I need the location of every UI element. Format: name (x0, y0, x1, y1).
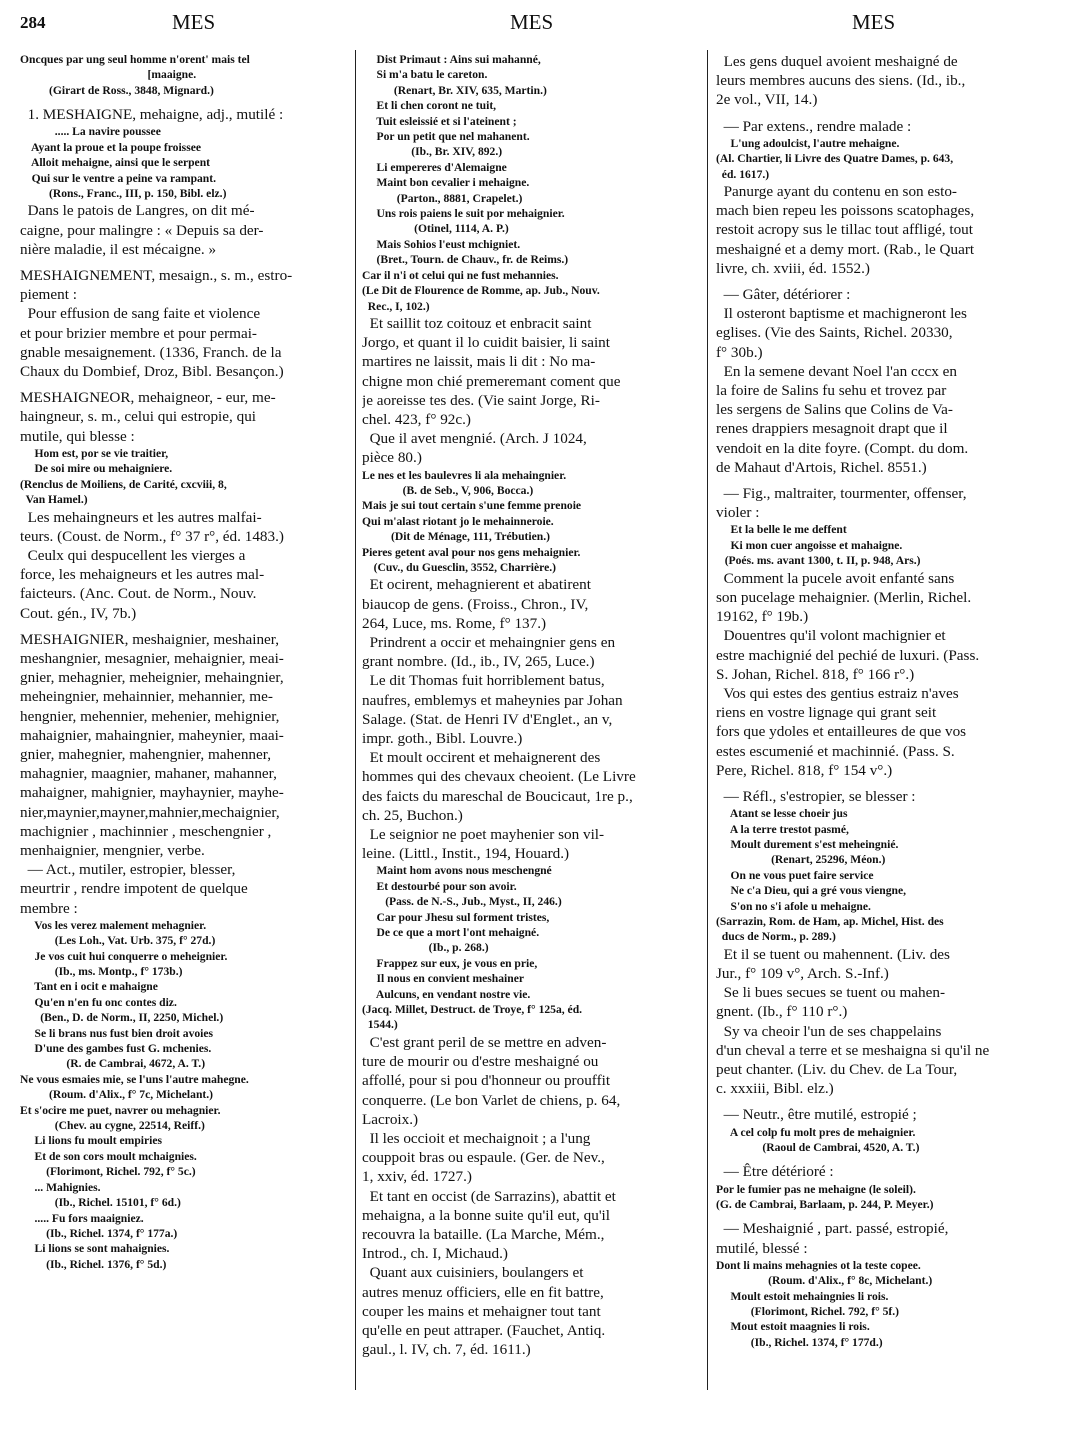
text-line: estes escumenié et machinnié. (Pass. S. (716, 742, 955, 760)
text-line: leine. (Littl., Instit., 194, Houard.) (362, 845, 570, 863)
citation-line: (Chev. au cygne, 22514, Reiff.) (20, 1119, 205, 1133)
text-line: 1. MESHAIGNE, mehaigne, adj., mutilé : (20, 106, 284, 124)
citation-line: (Florimont, Richel. 792, f° 5f.) (716, 1305, 900, 1319)
column-left (20, 52, 348, 1272)
text-line: les sergens de Salins que Colins de Va- (716, 401, 953, 419)
citation-line: Aulcuns, en vendant nostre vie. (362, 987, 531, 1001)
text-line: Le dit Thomas fuit horriblement batus, (362, 672, 605, 690)
text-line: — Neutr., être mutilé, estropié ; (716, 1106, 917, 1124)
citation-line: (Roum. d'Alix., f° 8c, Michelant.) (716, 1274, 933, 1288)
text-line: conquerre. (Le bon Varlet de chiens, p. 64, (362, 1091, 621, 1109)
text-line: Introd., ch. I, Michaud.) (362, 1245, 508, 1263)
citation-line: éd. 1617.) (716, 167, 770, 181)
citation-line: ... Mahignies. (20, 1180, 101, 1194)
text-line: meheingnier, mehainnier, mehannier, me- (20, 688, 273, 706)
citation-line: L'ung adoulcist, l'autre mehaigne. (716, 136, 900, 150)
text-line: 19162, f° 19b.) (716, 608, 809, 626)
text-line: meurtrir , rendre impotent de quelque (20, 880, 248, 898)
text-line: fors que ydoles et entailleures de que vos (716, 723, 967, 741)
citation-line: (Ib., ms. Montp., f° 173b.) (20, 965, 183, 978)
text-line: Se li bues secues se tuent ou mahen- (716, 984, 946, 1002)
citation-line: (Renclus de Moiliens, de Carité, cxcviii, 8, (20, 477, 227, 491)
citation-line: (Le Dit de Flourence de Romme, ap. Jub., Nouv. (362, 284, 600, 298)
citation-line: 1544.) (362, 1018, 398, 1032)
entry-gap (20, 259, 348, 266)
citation-line: (Renart, 25296, Méon.) (716, 853, 886, 867)
citation-line: Mais Sohios l'eust mchigniet. (362, 237, 521, 251)
citation-line: Dont li mains mehagnies ot la teste copee. (716, 1258, 921, 1272)
text-line: d'un cheval a terre et se meshaigna si qu'il ne (716, 1041, 990, 1059)
citation-line: (Jacq. Millet, Destruct. de Troye, f° 125a, éd. (362, 1003, 583, 1017)
citation-line: Qu'en n'en fu onc contes diz. (20, 995, 177, 1009)
text-line: martires ne laissit, mais li dit : No ma- (362, 353, 596, 371)
citation-line: (Roum. d'Alix., f° 7c, Michelant.) (20, 1088, 214, 1102)
citation-line: ..... La navire poussee (20, 125, 161, 139)
text-line: grant nombre. (Id., ib., IV, 265, Luce.) (362, 653, 595, 671)
citation-line: (Poés. ms. avant 1300, t. II, p. 948, Ars.) (716, 554, 921, 568)
text-line: livre, ch. xviii, éd. 1552.) (716, 259, 870, 277)
text-line: recouvra la bataille. (La Marche, Mém., (362, 1225, 605, 1243)
text-line: affollé, pour si pou d'honneur ou prouffit (362, 1072, 611, 1090)
citation-line: Li lions fu moult empiries (20, 1134, 163, 1148)
citation-line: Car pour Jhesu sul forment tristes, (362, 910, 550, 924)
text-line: restoit acropy sus le tillac tout affligé, tout (716, 221, 974, 239)
text-line: Cout. gén., IV, 7b.) (20, 604, 137, 622)
text-line: Et saillit toz coitouz et enbracit saint (362, 314, 592, 332)
text-line: mehaigna, a la bonne suite qu'il eut, qu'il (362, 1206, 610, 1224)
text-line: Les mehaingneurs et les autres malfai- (20, 508, 262, 526)
text-line: faicteurs. (Anc. Cout. de Norm., Nouv. (20, 585, 257, 603)
text-line: piement : (20, 286, 77, 304)
text-line: Que il avet mengnié. (Arch. J 1024, (362, 430, 587, 448)
citation-line: On ne vous puet faire service (716, 868, 874, 882)
citation-line: (Dit de Ménage, 111, Trébutien.) (362, 530, 550, 544)
citation-line: Li lions se sont mahaignies. (20, 1242, 170, 1256)
citation-line: (Ib., p. 268.) (362, 941, 489, 955)
text-line: chigne mon chié premeremant coment que (362, 372, 621, 390)
text-line: — Être détérioré : (716, 1163, 834, 1181)
citation-line: Pieres getent aval pour nos gens mehaignier. (362, 545, 581, 559)
text-line: Il les occioit et mechaignoit ; a l'ung (362, 1129, 591, 1147)
text-line: — Par extens., rendre malade : (716, 117, 912, 135)
text-line: Prindrent a occir et mehaingnier gens en (362, 633, 616, 651)
citation-line: Moult durement s'est meheingnié. (716, 837, 899, 851)
text-line: hommes qui des chevaux cheoient. (Le Livre (362, 768, 636, 786)
citation-line: (Al. Chartier, li Livre des Quatre Dames, p. 643, (716, 152, 954, 166)
text-line: Vos qui estes des gentius estraiz n'aves (716, 684, 959, 702)
text-line: meshangnier, mesagnier, mehaignier, meai- (20, 649, 284, 667)
citation-line: (Ib., Br. XIV, 892.) (362, 145, 503, 159)
text-line: violer : (716, 504, 760, 522)
entry-gap (20, 623, 348, 630)
citation-line: (Ben., D. de Norm., II, 2250, Michel.) (20, 1011, 224, 1025)
citation-line: Oncques par ung seul homme n'orent' mais tel (20, 53, 250, 66)
text-line: — Fig., maltraiter, tourmenter, offenser, (716, 485, 967, 503)
text-line: 264, Luce, ms. Rome, f° 137.) (362, 614, 547, 632)
text-line: MESHAIGNEOR, mehaigneor, - eur, me- (20, 389, 276, 407)
text-line: force, les mehaigneurs et les autres mal- (20, 566, 265, 584)
text-line: En la semene devant Noel l'an cccx en (716, 362, 957, 380)
column-rule-2 (707, 50, 708, 1390)
citation-line: Il nous en convient meshainer (362, 972, 525, 986)
text-line: eglises. (Vie des Saints, Richel. 20330, (716, 324, 953, 342)
citation-line: Atant se lesse choeir jus (716, 807, 848, 821)
text-line: pièce 80.) (362, 449, 422, 467)
citation-line: De ce que a mort l'ont mehaigné. (362, 926, 540, 940)
text-line: C'est grant peril de se mettre en adven- (362, 1033, 607, 1051)
text-line: machignier , machinnier , meschengnier , (20, 822, 272, 840)
running-head-left: MES (172, 10, 216, 34)
text-line: Douentres qu'il volont machignier et (716, 627, 946, 645)
citation-line: (Cuv., du Guesclin, 3552, Charrière.) (362, 560, 556, 574)
citation-line: Le nes et les baulevres li ala mehaingnier. (362, 468, 567, 482)
text-line: Et ocirent, mehagnierent et abatirent (362, 576, 591, 594)
citation-line: Frappez sur eux, je vous en prie, (362, 956, 538, 970)
citation-line: A cel colp fu molt pres de mehaignier. (716, 1125, 916, 1139)
text-line: teurs. (Coust. de Norm., f° 37 r°, éd. 1483.) (20, 527, 284, 545)
text-line: mutile, qui blesse : (20, 427, 135, 445)
text-line: gnable mesaignement. (1336, Franch. de la (20, 343, 282, 361)
text-line: — Gâter, détériorer : (716, 286, 851, 304)
citation-line: (Rons., Franc., III, p. 150, Bibl. elz.) (20, 187, 227, 201)
text-line: son pucelage mehaignier. (Merlin, Richel. (716, 588, 972, 606)
text-line: Ceulx qui despucellent les vierges a (20, 546, 246, 564)
text-line: Et il se tuent ou mahennent. (Liv. des (716, 945, 950, 963)
citation-line: Maint hom avons nous meschengné (362, 864, 552, 878)
entry-gap (716, 1098, 1056, 1105)
citation-line: Por le fumier pas ne mehaigne (le soleil). (716, 1182, 916, 1196)
text-line: vendoit en la dite foyre. (Compt. du dom. (716, 439, 969, 457)
text-line: riens en vostre lignage qui grant seit (716, 704, 937, 722)
citation-line: Li empereres d'Alemaigne (362, 160, 507, 174)
citation-line: Van Hamel.) (20, 493, 88, 507)
text-line: Les gens duquel avoient meshaigné de (716, 53, 958, 70)
citation-line: Tuit esleissié et si l'ateinent ; (362, 114, 517, 128)
citation-line: [maaigne. (20, 68, 197, 82)
text-line: mahaignier, mahaingnier, maheynier, maai- (20, 726, 284, 744)
entry-gap (716, 1212, 1056, 1219)
text-line: Pere, Richel. 818, f° 154 v°.) (716, 761, 893, 779)
entry-gap (716, 278, 1056, 285)
column-right (716, 52, 1056, 1350)
text-line: membre : (20, 899, 78, 917)
text-line: Et tant en occist (de Sarrazins), abattit et (362, 1187, 616, 1205)
text-line: nière maladie, il est mécaigne. » (20, 240, 217, 258)
text-line: couppoit bras ou espaule. (Ger. de Nev., (362, 1149, 605, 1167)
text-line: Panurge ayant du contenu en son esto- (716, 183, 957, 201)
entry-gap (20, 98, 348, 105)
citation-line: De soi mire ou mehaigniere. (20, 462, 173, 476)
text-line: estre machignié del pechié de luxuri. (Pass. (716, 646, 980, 664)
text-line: peut chanter. (Liv. du Chev. de La Tour, (716, 1061, 958, 1079)
citation-line: (Bret., Tourn. de Chauv., fr. de Reims.) (362, 253, 569, 267)
citation-line: Moult estoit mehaingnies li rois. (716, 1289, 889, 1303)
text-line: chel. 423, f° 92c.) (362, 410, 471, 428)
text-line: Comment la pucele avoit enfanté sans (716, 569, 955, 587)
citation-line: Uns rois paiens le suit por mehaignier. (362, 207, 565, 221)
citation-line: Hom est, por se vie traitier, (20, 446, 169, 460)
text-line: Et moult occirent et mehaignerent des (362, 749, 601, 767)
text-line: ch. 25, Buchon.) (362, 806, 463, 824)
text-line: gnier, mehagnier, meheignier, mehaingnier, (20, 669, 284, 687)
citation-line: Alloit mehaigne, ainsi que le serpent (20, 156, 211, 170)
citation-line: (Pass. de N.-S., Jub., Myst., II, 246.) (362, 895, 562, 909)
citation-line: (G. de Cambrai, Barlaam, p. 244, P. Meyer.) (716, 1198, 934, 1212)
citation-line: Si m'a batu le careton. (362, 68, 488, 82)
citation-line: S'on no s'i afole u mehaigne. (716, 899, 871, 913)
text-line: MESHAIGNEMENT, mesaign., s. m., estro- (20, 267, 293, 285)
entry-gap (716, 110, 1056, 117)
citation-line: (Ib., Richel. 15101, f° 6d.) (20, 1196, 181, 1210)
text-line: mutilé, blessé : (716, 1239, 808, 1257)
text-line: S. Johan, Richel. 818, f° 166 r°.) (716, 665, 915, 683)
citation-line: (Raoul de Cambrai, 4520, A. T.) (716, 1141, 920, 1155)
text-line: autres menuz officiers, elle en fit battre, (362, 1283, 604, 1301)
text-line: 1, xxiv, éd. 1727.) (362, 1168, 472, 1186)
text-line: leurs membres aucuns des siens. (Id., ib., (716, 72, 966, 90)
text-line: mach bien repeu les poissons scatophages, (716, 202, 975, 220)
text-line: caigne, pour malingre : « Depuis sa der- (20, 221, 264, 239)
text-line: mahagnier, maagnier, mahaner, mahanner, (20, 765, 277, 783)
text-line: Quant aux cuisiniers, boulangers et (362, 1264, 584, 1282)
text-line: gaul., l. IV, ch. 7, éd. 1611.) (362, 1341, 531, 1359)
citation-line: Vos les verez malement mehagnier. (20, 918, 207, 932)
text-line: Dans le patois de Langres, on dit mé- (20, 202, 255, 220)
text-line: Sy va cheoir l'un de ses chappelains (716, 1022, 942, 1040)
text-line: gnier, mahegnier, mahengnier, mahenner, (20, 745, 272, 763)
entry-gap (716, 1155, 1056, 1162)
citation-line: Et li chen coront ne tuit, (362, 99, 497, 113)
column-center (362, 52, 700, 1359)
text-line: Salage. (Stat. de Henri IV d'Englet., an v, (362, 710, 613, 728)
text-line: de Mahaut d'Artois, Richel. 8551.) (716, 458, 927, 476)
citation-line: Et s'ocire me puet, navrer ou mehagnier. (20, 1103, 221, 1117)
citation-line: (Ib., Richel. 1374, f° 177a.) (20, 1226, 178, 1240)
text-line: Il osteront baptisme et machigneront les (716, 305, 967, 323)
running-head-center: MES (510, 10, 554, 34)
text-line: Jur., f° 109 v°, Arch. S.-Inf.) (716, 965, 889, 982)
entry-gap (716, 477, 1056, 484)
text-line: — Meshaignié , part. passé, estropié, (716, 1220, 949, 1238)
column-rule-1 (355, 50, 356, 1390)
page-number: 284 (20, 13, 46, 32)
citation-line: (B. de Seb., V, 906, Bocca.) (362, 483, 534, 497)
text-line: biaucop de gens. (Froiss., Chron., IV, (362, 595, 589, 613)
text-line: f° 30b.) (716, 343, 763, 361)
citation-line: (Girart de Ross., 3848, Mignard.) (20, 83, 214, 97)
citation-line: Maint bon cevalier i mehaigne. (362, 176, 530, 190)
citation-line: (Les Loh., Vat. Urb. 375, f° 27d.) (20, 934, 216, 948)
text-line: Lacroix.) (362, 1110, 419, 1128)
citation-line: Ne vous esmaies mie, se l'uns l'autre mahegne. (20, 1072, 249, 1086)
citation-line: Dist Primaut : Ains sui mahanné, (362, 53, 541, 66)
text-line: naufres, emblemys et maheynies par Johan (362, 691, 623, 709)
citation-line: Por un petit que nel mahanent. (362, 130, 530, 144)
text-line: je aoreisse tes des. (Vie saint Jorge, Ri- (362, 391, 600, 409)
text-line: couper les mains et mehaigner tout tant (362, 1302, 601, 1320)
entry-gap (20, 381, 348, 388)
text-line: renes drappiers mesagnoit drapt que il (716, 420, 948, 438)
citation-line: Ne c'a Dieu, qui a gré vous viengne, (716, 884, 907, 898)
citation-line: (Ib., Richel. 1374, f° 177d.) (716, 1335, 883, 1349)
text-line: des faicts du mareschal de Boucicaut, 1re p., (362, 787, 633, 805)
citation-line: Qui sur le ventre a peine va rampant. (20, 171, 217, 185)
text-line: et pour brizier membre et pour permai- (20, 324, 257, 342)
citation-line: Rec., I, 102.) (362, 299, 430, 313)
citation-line: Ki mon cuer angoisse et mahaigne. (716, 538, 903, 552)
entry-gap (716, 780, 1056, 787)
citation-line: Car il n'i ot celui qui ne fust mehannies. (362, 268, 559, 282)
citation-line: (Sarrazin, Rom. de Ham, ap. Michel, Hist. des (716, 914, 944, 928)
citation-line: (Ib., Richel. 1376, f° 5d.) (20, 1257, 167, 1271)
text-line: — Act., mutiler, estropier, blesser, (20, 861, 236, 879)
text-line: Chaux du Dombief, Droz, Bibl. Besançon.) (20, 363, 284, 381)
text-line: menhaignier, mengnier, verbe. (20, 841, 205, 859)
text-line: ture de mourir ou d'estre meshaigné ou (362, 1053, 599, 1071)
citation-line: ducs de Norm., p. 289.) (716, 930, 836, 944)
text-line: gnent. (Ib., f° 110 r°.) (716, 1003, 848, 1021)
citation-line: (R. de Cambrai, 4672, A. T.) (20, 1057, 206, 1071)
text-line: — Réfl., s'estropier, se blesser : (716, 787, 916, 805)
citation-line: ..... Fu fors maaigniez. (20, 1211, 144, 1225)
text-line: impr. goth., Bibl. Louvre.) (362, 730, 523, 747)
text-line: haingneur, s. m., celui qui estropie, qui (20, 408, 257, 426)
text-line: 2e vol., VII, 14.) (716, 91, 818, 109)
citation-line: Ayant la proue et la poupe froissee (20, 140, 201, 154)
citation-line: Mais je sui tout certain s'une femme prenoie (362, 499, 582, 513)
citation-line: Mout estoit maagnies li rois. (716, 1320, 870, 1334)
citation-line: Tant en i ocit e mahaigne (20, 980, 158, 994)
citation-line: Et destourbé pour son avoir. (362, 879, 517, 893)
citation-line: (Renart, Br. XIV, 635, Martin.) (362, 83, 547, 97)
text-line: la foire de Salins fu sehu et trovez par (716, 382, 947, 400)
citation-line: (Florimont, Richel. 792, f° 5c.) (20, 1165, 196, 1179)
citation-line: Et la belle le me deffent (716, 523, 847, 537)
text-line: c. xxxiii, Bibl. elz.) (716, 1080, 834, 1098)
text-line: Jorgo, et quant il lo cuidit baisier, li saint (362, 334, 610, 352)
citation-line: (Parton., 8881, Crapelet.) (362, 191, 523, 205)
text-line: qu'elle en peut attraper. (Fauchet, Antiq. (362, 1321, 606, 1339)
text-line: Le seignior ne poet mayhenier son vil- (362, 826, 605, 844)
citation-line: D'une des gambes fust G. mchenies. (20, 1042, 212, 1056)
citation-line: Se li brans nus fust bien droit avoies (20, 1026, 214, 1040)
text-line: mahaigner, mahignier, mayhaynier, mayhe- (20, 784, 284, 802)
citation-line: Je vos cuit hui conquerre o meheignier. (20, 949, 228, 963)
citation-line: (Otinel, 1114, A. P.) (362, 222, 509, 236)
citation-line: Et de son cors moult mchaignies. (20, 1149, 197, 1163)
text-line: meshaigné et a demy mort. (Rab., le Quart (716, 240, 975, 258)
running-head-right: MES (852, 10, 896, 34)
citation-line: Qui m'alast riotant jo le mehainneroie. (362, 514, 554, 528)
text-line: MESHAIGNIER, meshaignier, meshainer, (20, 630, 280, 648)
citation-line: A la terre trestot pasmé, (716, 822, 849, 836)
text-line: Pour effusion de sang faite et violence (20, 305, 261, 323)
text-line: nier,maynier,mayner,mahnier,mechaignier, (20, 803, 280, 821)
text-line: hengnier, mehennier, mehenier, mehignier, (20, 707, 280, 725)
